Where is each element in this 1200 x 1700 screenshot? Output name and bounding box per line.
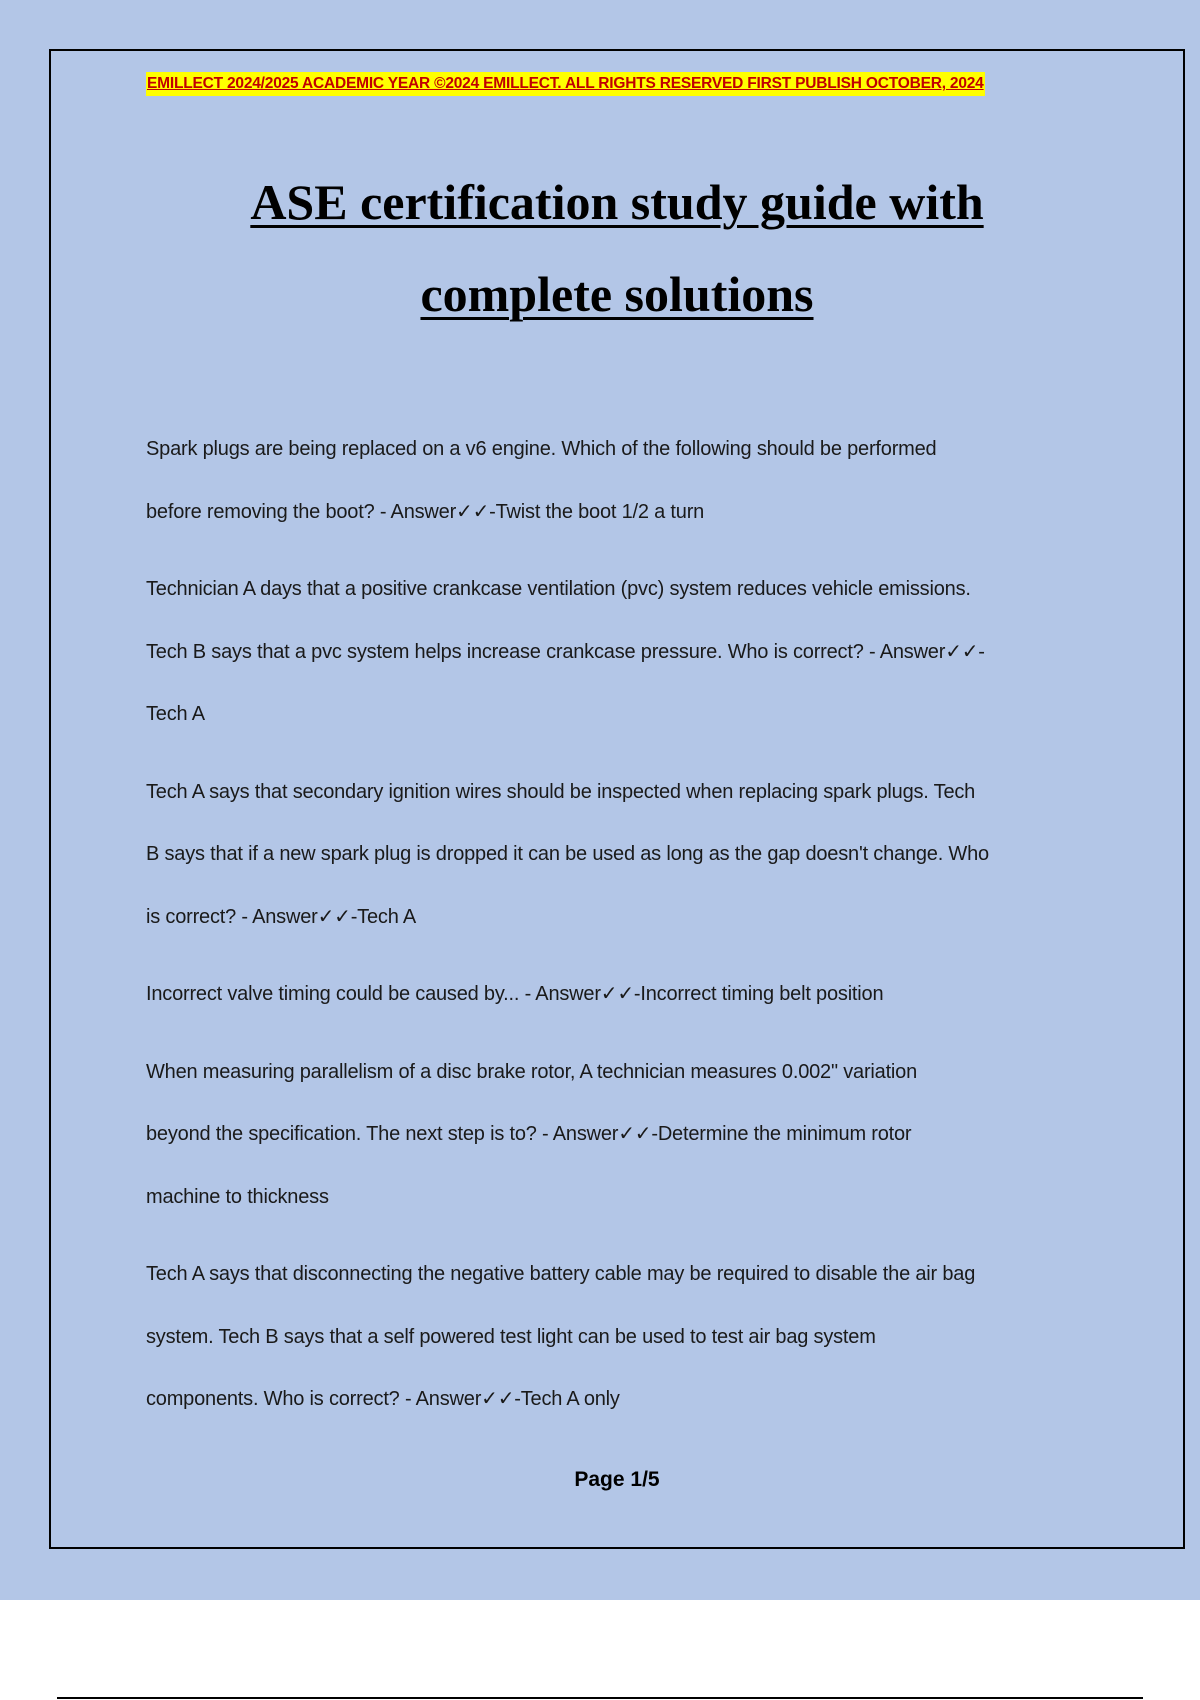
- qa-item-2: [146, 558, 1106, 746]
- qa-line: Tech A says that secondary ignition wires should be inspected when replacing spark plugs. Tech: [146, 780, 976, 803]
- qa-line: When measuring parallelism of a disc brake rotor, A technician measures 0.002" variation: [146, 1060, 918, 1083]
- qa-line: Tech A: [146, 703, 205, 725]
- copyright-banner: EMILLECT 2024/2025 ACADEMIC YEAR ©2024 EMILLECT. ALL RIGHTS RESERVED FIRST PUBLISH OCTOBER, 2024: [146, 72, 985, 96]
- qa-item-4: [146, 963, 1106, 1026]
- qa-line: beyond the specification. The next step is to? - Answer✓✓-Determine the minimum rotor: [146, 1123, 912, 1145]
- qa-line: Incorrect valve timing could be caused by... - Answer✓✓-Incorrect timing belt position: [146, 983, 884, 1005]
- header-banner-container: [146, 72, 985, 96]
- bottom-divider: [57, 1697, 1143, 1699]
- qa-line: machine to thickness: [146, 1185, 329, 1208]
- qa-item-6: [146, 1243, 1106, 1431]
- qa-line: Technician A days that a positive crankcase ventilation (pvc) system reduces vehicle emissions.: [146, 578, 971, 600]
- page-number: Page 1/5: [574, 1468, 660, 1491]
- qa-line: is correct? - Answer✓✓-Tech A: [146, 905, 417, 928]
- qa-line: system. Tech B says that a self powered test light can be used to test air bag system: [146, 1325, 876, 1348]
- qa-line: Tech B says that a pvc system helps increase crankcase pressure. Who is correct? - Answer✓✓-: [146, 640, 985, 663]
- qa-line: Spark plugs are being replaced on a v6 engine. Which of the following should be performed: [146, 438, 937, 460]
- question-answer-list: [146, 418, 1106, 1446]
- qa-item-5: [146, 1041, 1106, 1229]
- document-title-line-1: ASE certification study guide with: [250, 174, 984, 230]
- qa-line: Tech A says that disconnecting the negative battery cable may be required to disable the air bag: [146, 1263, 976, 1285]
- qa-line: B says that if a new spark plug is dropped it can be used as long as the gap doesn't change. Who: [146, 843, 989, 865]
- qa-line: components. Who is correct? - Answer✓✓-Tech A only: [146, 1388, 620, 1410]
- qa-line: before removing the boot? - Answer✓✓-Twist the boot 1/2 a turn: [146, 500, 705, 523]
- document-title-line-2: complete solutions: [420, 266, 814, 322]
- qa-item-1: [146, 418, 1106, 543]
- qa-item-3: [146, 761, 1106, 949]
